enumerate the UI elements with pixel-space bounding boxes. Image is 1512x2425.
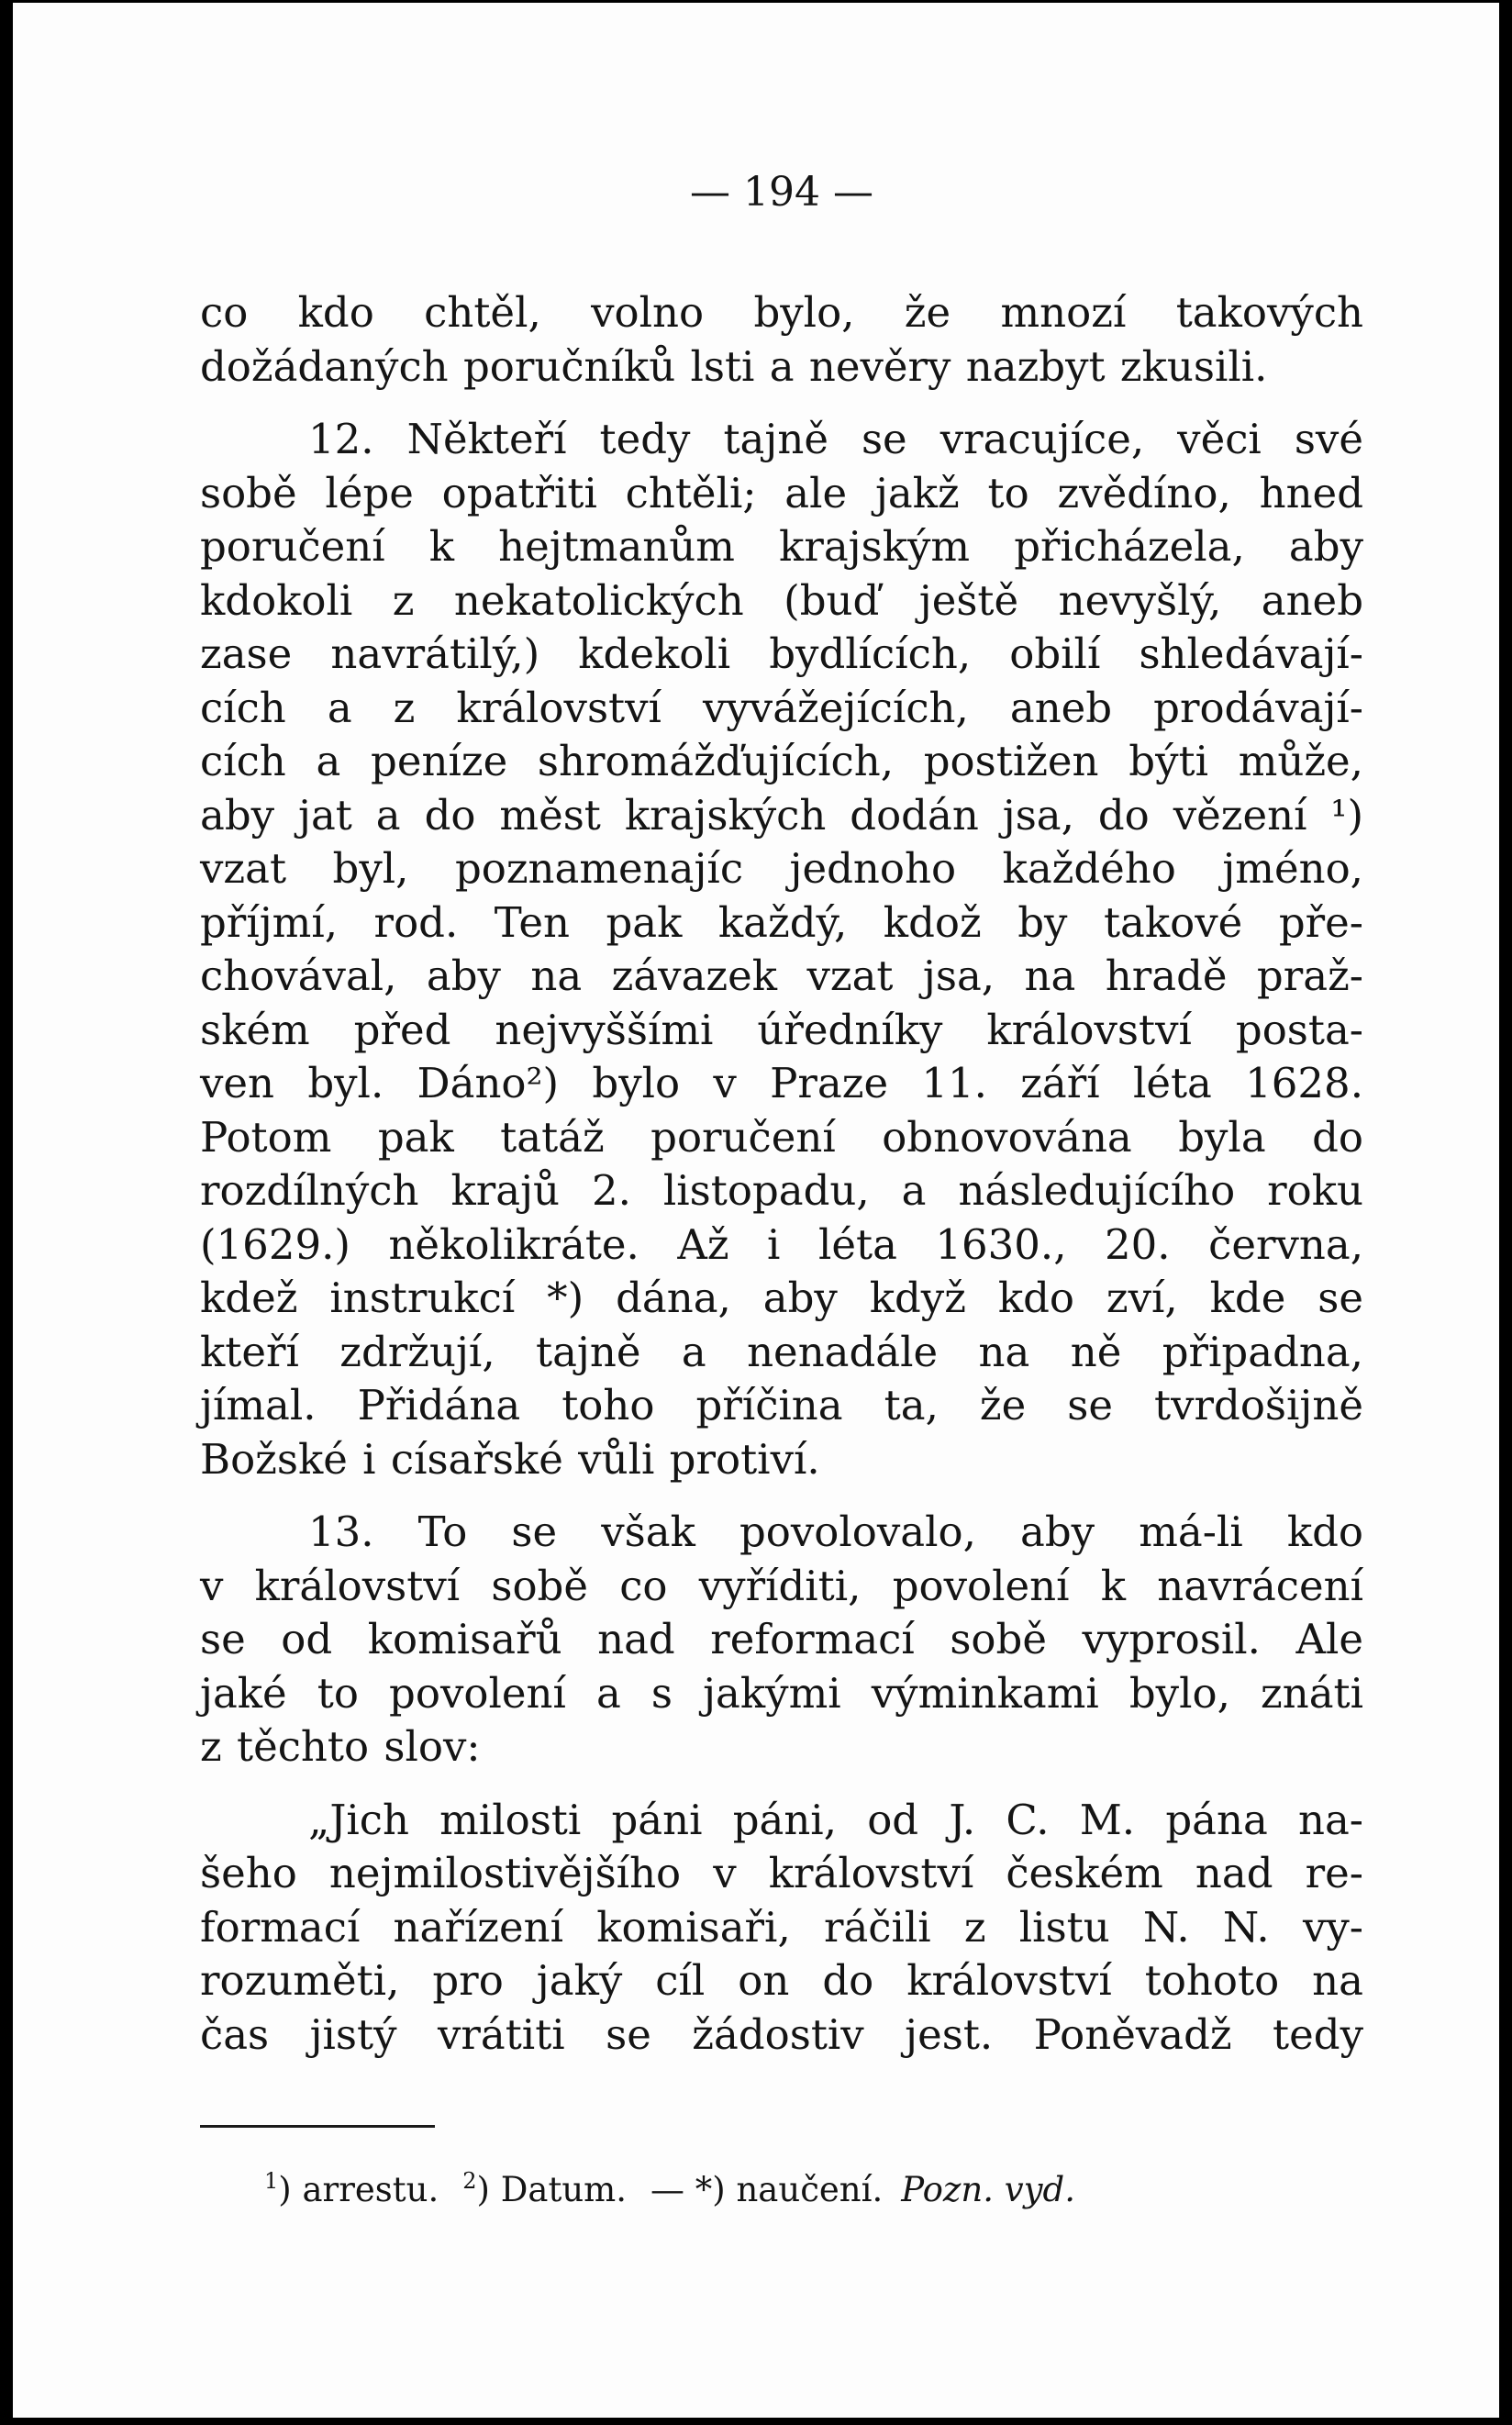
text-line: sobě lépe opatřiti chtěli; ale jakž to zvědíno, hned [200, 468, 1363, 517]
footnote-2-mark: 2 [462, 2168, 477, 2194]
text-line: co kdo chtěl, volno bylo, že mnozí takových [200, 288, 1363, 337]
editor-note: Pozn. vyd. [901, 2170, 1076, 2209]
text-line: rozuměti, pro jaký cíl on do království tohoto na [200, 1956, 1363, 2005]
text-line: se od komisařů nad reformací sobě vyprosil. Ale [200, 1615, 1363, 1663]
text-line: „Jich milosti páni páni, od J. C. M. pána na- [308, 1795, 1363, 1844]
text-line: čas jistý vrátiti se žádostiv jest. Poněvadž tedy [200, 2009, 1363, 2059]
text-line: Potom pak tatáž poručení obnovována byla do [200, 1112, 1363, 1162]
footnote-divider [200, 2125, 435, 2128]
footnote-3: — *) naučení. [650, 2170, 884, 2209]
text-line: dožádaných poručníků lsti a nevěry nazbyt zkusili. [200, 341, 1268, 391]
text-line: ven byl. Dáno²) bylo v Praze 11. září léta 1628. [200, 1059, 1363, 1107]
footnote-1-mark: 1 [264, 2168, 279, 2194]
text-line: jímal. Přidána toho příčina ta, že se tvrdošijně [200, 1381, 1363, 1429]
text-line: (1629.) několikráte. Až i léta 1630., 20. června, [200, 1219, 1363, 1269]
text-line: v království sobě co vyříditi, povolení k navrácení [200, 1561, 1363, 1610]
text-line: šeho nejmilostivějšího v království českém nad re- [200, 1849, 1363, 1897]
body-text [200, 286, 1363, 2062]
text-line: kdokoli z nekatolických (buď ještě nevyšlý, aneb [200, 575, 1363, 625]
text-line: zase navrátilý,) kdekoli bydlících, obilí shledávají- [200, 629, 1363, 678]
footnotes [264, 2165, 1075, 2215]
text-line: kteří zdržují, tajně a nenadále na ně připadna, [200, 1327, 1363, 1376]
text-line: 13. To se však povolovalo, aby má-li kdo [308, 1507, 1363, 1556]
page-number: — 194 — [690, 169, 873, 216]
text-line: poručení k hejtmanům krajským přicházela, aby [200, 522, 1363, 571]
text-line: aby jat a do měst krajských dodán jsa, do vězení ¹) [200, 790, 1363, 840]
footnote-2: ) Datum. [476, 2170, 628, 2209]
text-line: 12. Někteří tedy tajně se vracujíce, věci své [308, 415, 1363, 463]
text-line: vzat byl, poznamenajíc jednoho každého jméno, [200, 844, 1363, 893]
text-line: kdež instrukcí *) dána, aby když kdo zví, kde se [200, 1274, 1363, 1322]
text-line: chovával, aby na závazek vzat jsa, na hradě praž- [200, 951, 1363, 1000]
text-line: cích a z království vyvážejících, aneb prodávají- [200, 683, 1363, 732]
footnote-1: ) arrestu. [278, 2170, 439, 2209]
text-line: ském před nejvyššími úředníky království posta- [200, 1005, 1363, 1054]
text-line: rozdílných krajů 2. listopadu, a následujícího roku [200, 1166, 1363, 1215]
text-line: jaké to povolení a s jakými výminkami bylo, znáti [200, 1668, 1363, 1718]
text-line: Božské i císařské vůli protiví. [200, 1434, 820, 1484]
text-line: z těchto slov: [200, 1722, 481, 1771]
text-line: formací nařízení komisaři, ráčili z listu N. N. vy- [200, 1902, 1363, 1952]
text-line: příjmí, rod. Ten pak každý, kdož by takové pře- [200, 897, 1363, 947]
text-line: cích a peníze shromážďujících, postižen býti může, [200, 737, 1363, 785]
